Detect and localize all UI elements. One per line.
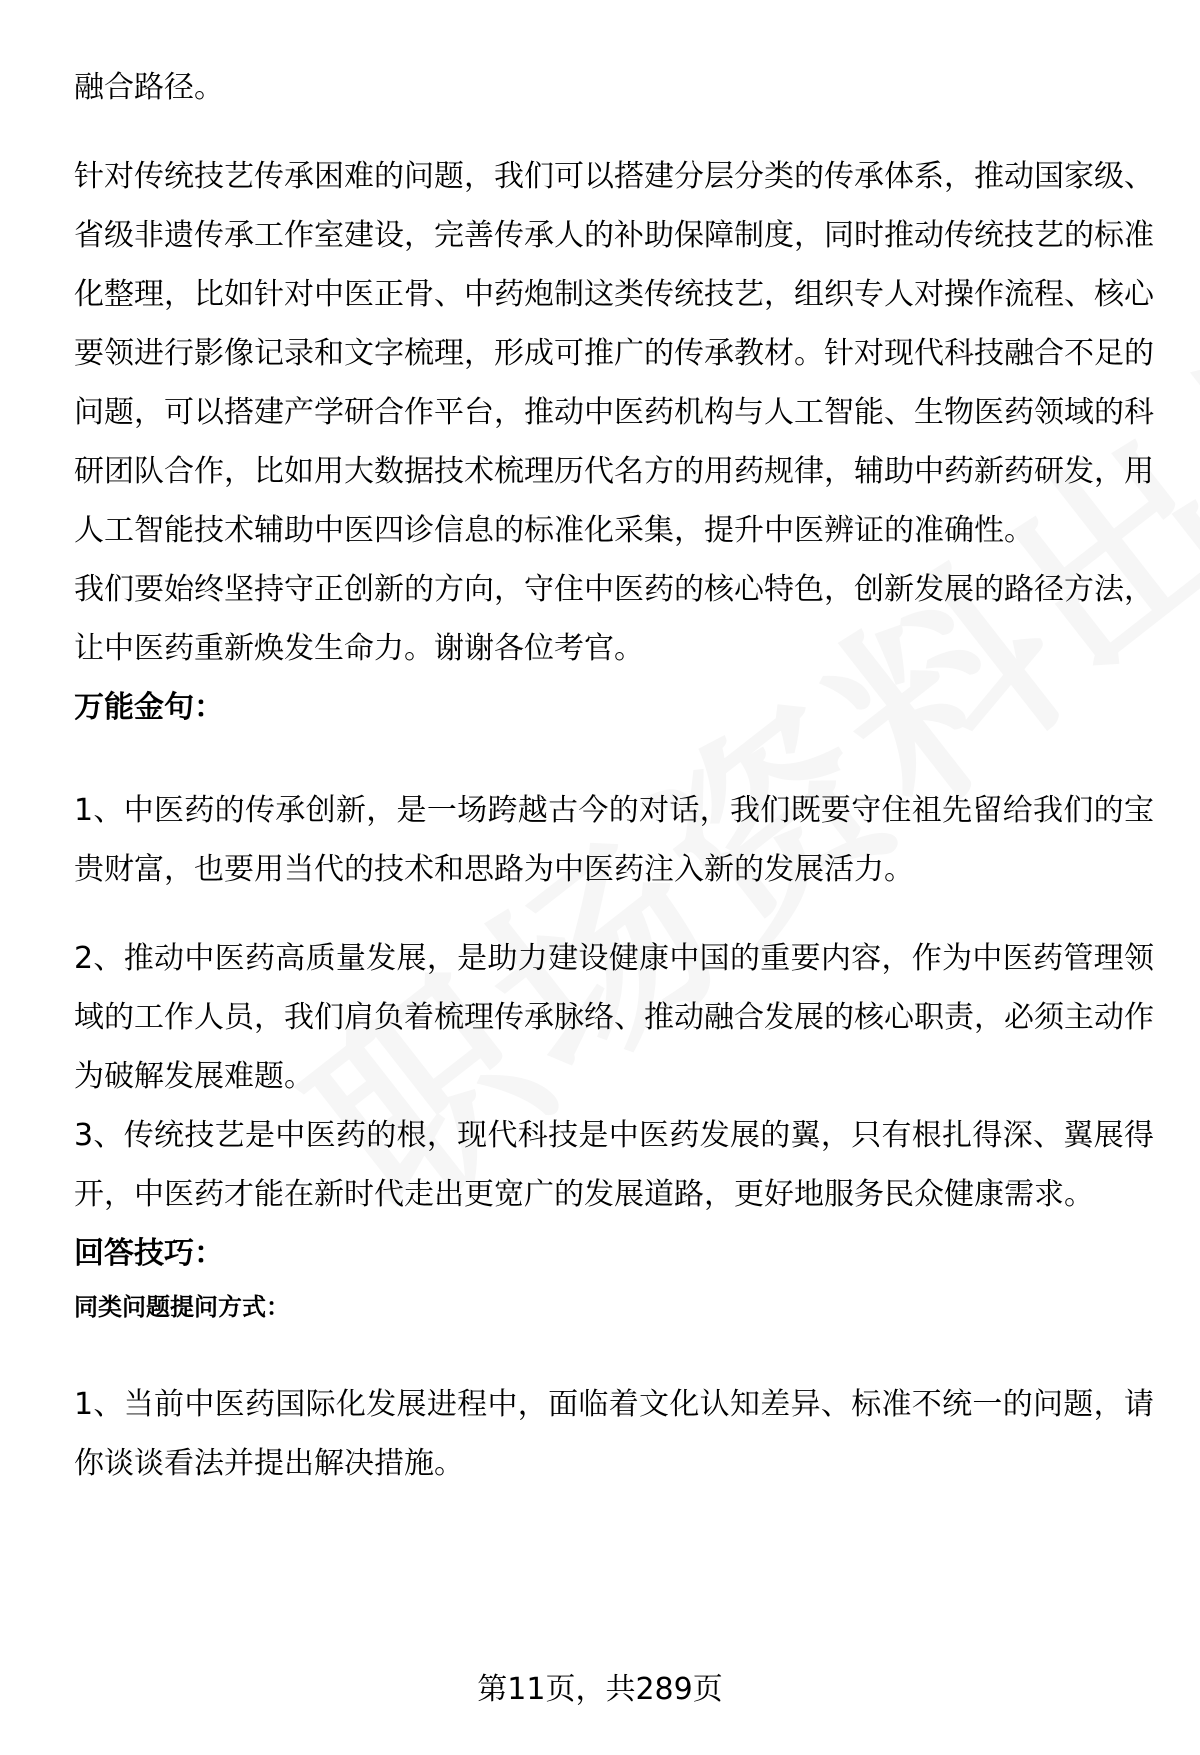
- answer-tips-heading: 回答技巧：: [74, 1236, 224, 1271]
- page-number-footer: 第11页，共289页: [477, 1672, 723, 1707]
- document-body: [74, 58, 1154, 1493]
- similar-question-1: 1、当前中医药国际化发展进程中，面临着文化认知差异、标准不统一的问题，请你谈谈看法并提出解决措施。: [74, 1387, 1154, 1481]
- paragraph-closing: 我们要始终坚持守正创新的方向，守住中医药的核心特色，创新发展的路径方法，让中医药重新焕发生命力。谢谢各位考官。: [74, 572, 1154, 666]
- golden-sentence-1: 1、中医药的传承创新，是一场跨越古今的对话，我们既要守住祖先留给我们的宝贵财富，也要用当代的技术和思路为中医药注入新的发展活力。: [74, 793, 1154, 887]
- golden-sentences-heading: 万能金句：: [74, 690, 224, 725]
- similar-questions-subheading: 同类问题提问方式：: [74, 1293, 290, 1321]
- paragraph-continuation: 融合路径。: [74, 70, 224, 105]
- paragraph-measures: 针对传统技艺传承困难的问题，我们可以搭建分层分类的传承体系，推动国家级、省级非遗传承工作室建设，完善传承人的补助保障制度，同时推动传统技艺的标准化整理，比如针对中医正骨、中药炮制这类传统技艺，组织专人对操作流程、核心要领进行影像记录和文字梳理，形成可推广的传承教材。针对现代科技融合不足的问题，可以搭建产学研合作平台，推动中医药机构与人工智能、生物医药领域的科研团队合作，比如用大数据技术梳理历代名方的用药规律，辅助中药新药研发，用人工智能技术辅助中医四诊信息的标准化采集，提升中医辨证的准确性。: [74, 159, 1154, 548]
- golden-sentence-3: 3、传统技艺是中医药的根，现代科技是中医药发展的翼，只有根扎得深、翼展得开，中医药才能在新时代走出更宽广的发展道路，更好地服务民众健康需求。: [74, 1118, 1154, 1212]
- golden-sentence-2: 2、推动中医药高质量发展，是助力建设健康中国的重要内容，作为中医药管理领域的工作人员，我们肩负着梳理传承脉络、推动融合发展的核心职责，必须主动作为破解发展难题。: [74, 941, 1154, 1094]
